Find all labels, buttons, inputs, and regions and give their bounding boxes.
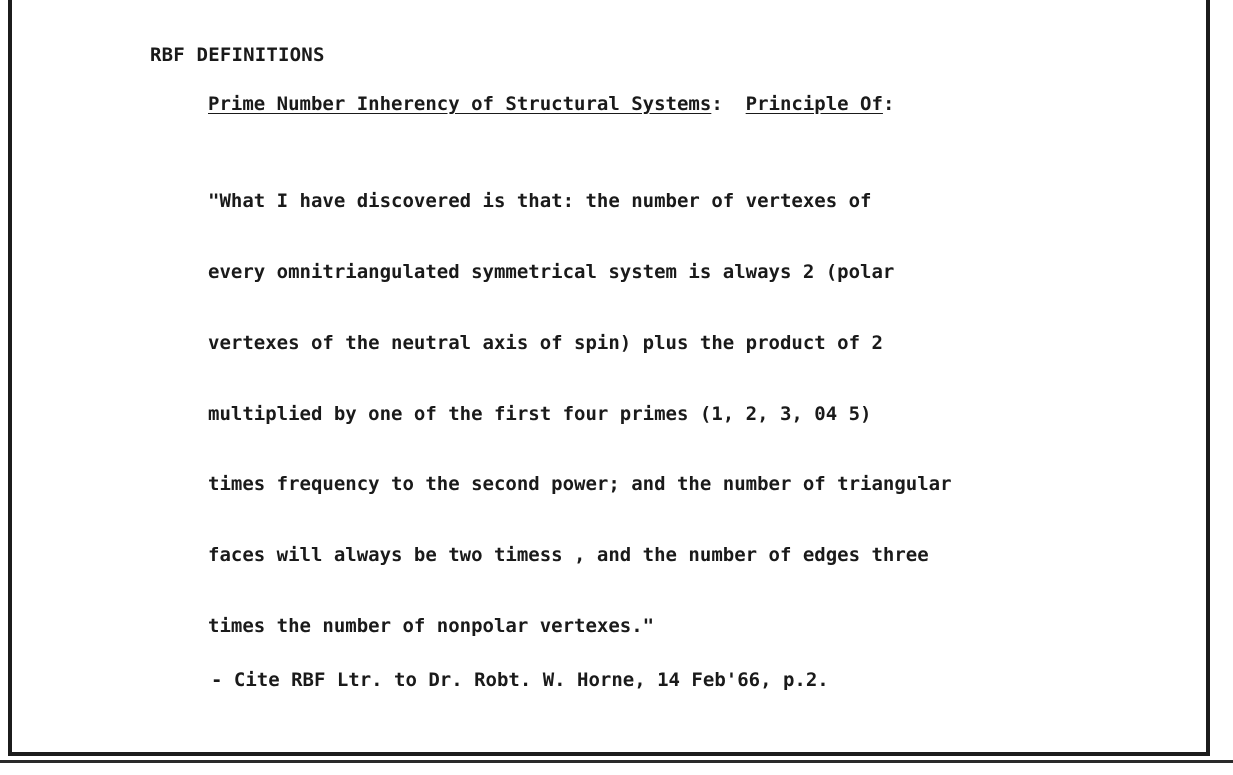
quote-line: times the number of nonpolar vertexes."	[208, 614, 655, 637]
quote-line: every omnitriangulated symmetrical system is always 2 (polar	[208, 260, 895, 283]
definition-quote	[208, 143, 952, 686]
term-subtitle: Principle Of	[745, 93, 883, 115]
quote-line: vertexes of the neutral axis of spin) plus the product of 2	[208, 331, 883, 354]
card-header: RBF DEFINITIONS	[150, 44, 325, 66]
term-title: Prime Number Inherency of Structural Systems	[208, 93, 712, 115]
subtitle-suffix: :	[882, 93, 895, 115]
quote-line: multiplied by one of the first four primes (1, 2, 3, 04 5)	[208, 402, 872, 425]
quote-line: times frequency to the second power; and the number of triangular	[208, 473, 952, 496]
quote-line: "What I have discovered is that: the number of vertexes of	[208, 190, 872, 213]
citation: - Cite RBF Ltr. to Dr. Robt. W. Horne, 14 Feb'66, p.2.	[211, 669, 829, 691]
next-card-edge	[0, 760, 1233, 775]
title-separator: :	[711, 93, 746, 115]
quote-line: faces will always be two timess , and the number of edges three	[208, 544, 929, 567]
term-heading	[208, 93, 894, 115]
